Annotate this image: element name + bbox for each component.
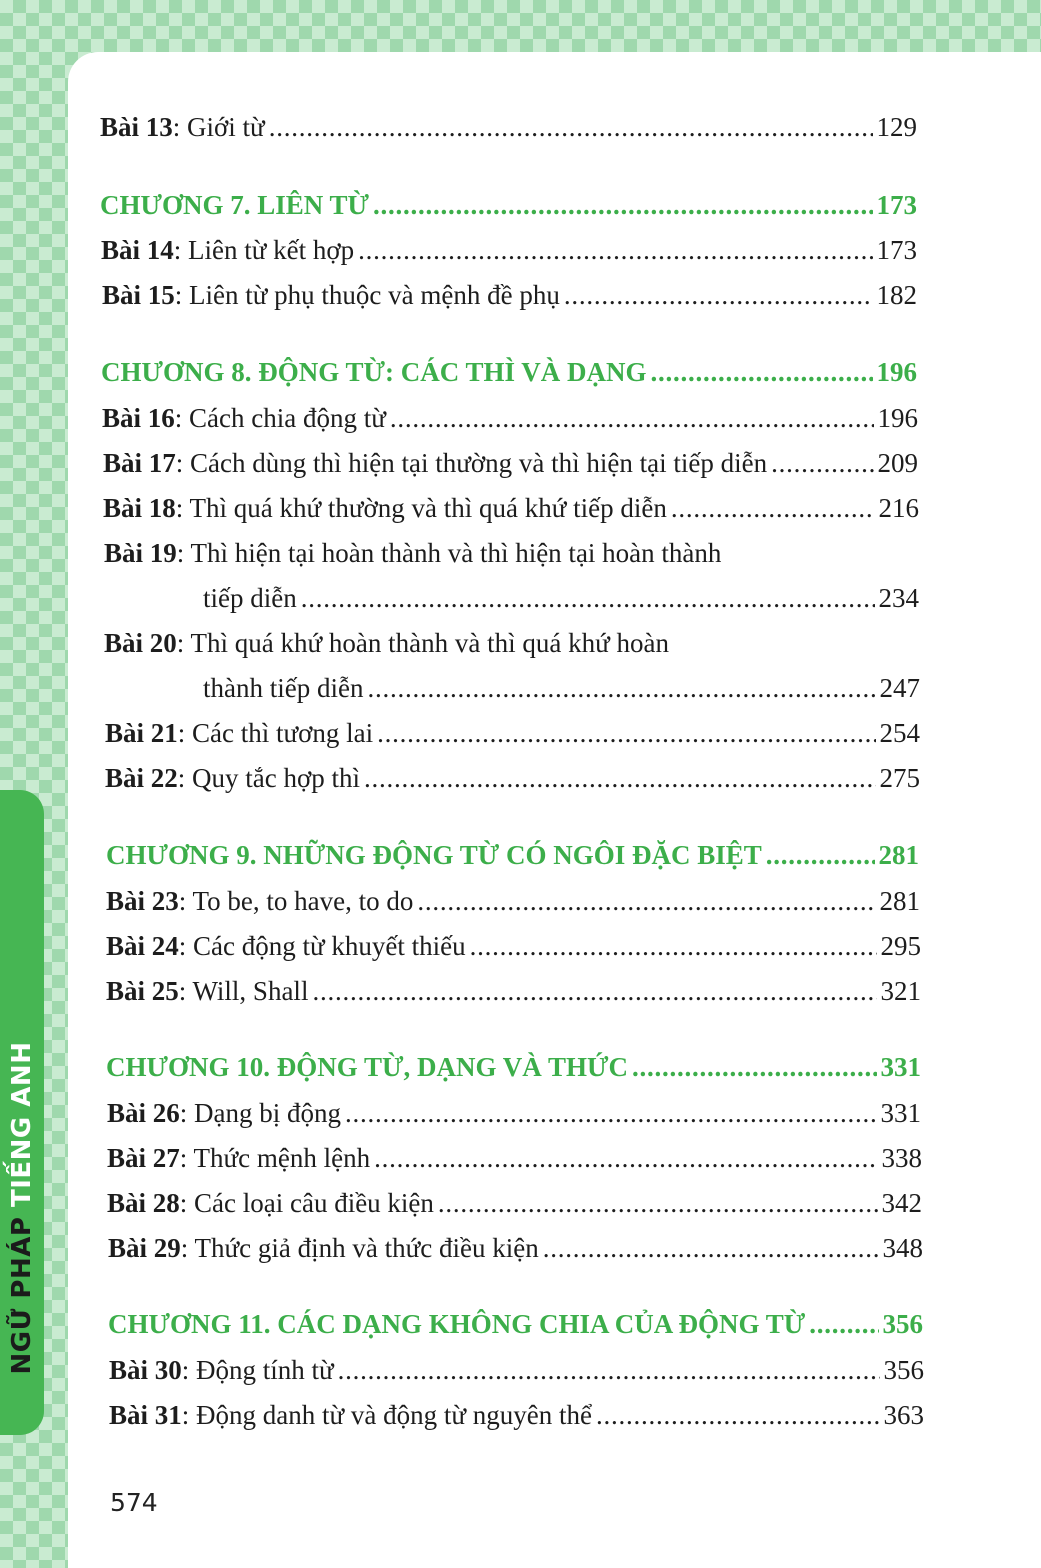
lesson-title-text: : Động tính từ	[181, 1355, 334, 1385]
lesson-title	[103, 446, 767, 480]
lesson-title-text: : Các loại câu điều kiện	[179, 1188, 434, 1218]
lesson-label: Bài 13	[100, 112, 173, 142]
toc-lesson	[104, 626, 920, 660]
lesson-title-text: : Các thì tương lai	[177, 718, 374, 748]
chapter-title: CHƯƠNG 9. NHỮNG ĐỘNG TỪ CÓ NGÔI ĐẶC BIỆT	[106, 840, 762, 870]
toc-page-number: 331	[880, 1098, 921, 1128]
lesson-label: Bài 30	[109, 1355, 182, 1385]
chapter-title: CHƯƠNG 10. ĐỘNG TỪ, DẠNG VÀ THỨC	[106, 1052, 629, 1082]
lesson-title-text: : Dạng bị động	[179, 1098, 342, 1128]
lesson-title-text: : To be, to have, to do	[178, 886, 414, 916]
lesson-title-text: : Các động từ khuyết thiếu	[178, 931, 466, 961]
lesson-label: Bài 16	[102, 403, 175, 433]
toc-chapter	[106, 838, 919, 872]
toc-page-number: 338	[881, 1143, 922, 1173]
dot-leader	[632, 1050, 876, 1084]
lesson-title-text: : Thì hiện tại hoàn thành và thì hiện tại hoàn thành	[176, 538, 722, 568]
lesson-title	[102, 401, 386, 435]
toc-page-number: 331	[880, 1052, 921, 1082]
lesson-label: Bài 22	[105, 763, 178, 793]
dot-leader	[301, 581, 875, 615]
toc-lesson	[105, 761, 920, 795]
toc-lesson-continuation	[203, 581, 919, 615]
lesson-title-text: : Thức giả định và thức điều kiện	[180, 1233, 539, 1263]
lesson-title	[102, 278, 560, 312]
toc-lesson	[101, 233, 917, 267]
toc-page-number: 321	[880, 976, 921, 1006]
toc-page-number: 182	[876, 280, 917, 310]
lesson-title-text: : Thức mệnh lệnh	[179, 1143, 371, 1173]
lesson-label: Bài 29	[108, 1233, 181, 1263]
dot-leader	[771, 446, 873, 480]
lesson-title	[106, 929, 466, 963]
lesson-title-text: : Giới từ	[172, 112, 265, 142]
lesson-label: Bài 19	[104, 538, 177, 568]
dot-leader	[374, 1141, 877, 1175]
dot-leader	[470, 929, 877, 963]
lesson-title	[105, 716, 373, 750]
dot-leader	[671, 491, 875, 525]
lesson-title-text: : Thì quá khứ hoàn thành và thì quá khứ hoàn	[176, 628, 669, 658]
toc-page-number: 275	[879, 763, 920, 793]
lesson-label: Bài 23	[106, 886, 179, 916]
lesson-title	[109, 1353, 334, 1387]
lesson-title-text: : Thì quá khứ thường và thì quá khứ tiếp diễn	[175, 493, 667, 523]
toc-lesson	[104, 536, 919, 570]
lesson-label: Bài 15	[102, 280, 175, 310]
lesson-label: Bài 20	[104, 628, 177, 658]
toc-page-number: 196	[876, 357, 917, 387]
page-number: 574	[110, 1488, 158, 1517]
dot-leader	[809, 1307, 878, 1341]
toc-lesson	[102, 278, 917, 312]
dot-leader	[312, 974, 876, 1008]
lesson-label: Bài 28	[107, 1188, 180, 1218]
lesson-title	[107, 1141, 370, 1175]
lesson-title	[103, 491, 667, 525]
chapter-title: CHƯƠNG 11. CÁC DẠNG KHÔNG CHIA CỦA ĐỘNG TỪ	[108, 1309, 806, 1339]
lesson-title	[104, 626, 669, 660]
toc-page-number: 356	[883, 1355, 924, 1385]
dot-leader	[373, 188, 872, 222]
toc-lesson	[109, 1398, 924, 1432]
dot-leader	[345, 1096, 876, 1130]
toc-chapter	[100, 188, 917, 222]
toc-lesson	[107, 1096, 921, 1130]
toc-page-number: 295	[880, 931, 921, 961]
dot-leader	[367, 671, 875, 705]
lesson-title-text: : Will, Shall	[178, 976, 309, 1006]
lesson-title-continuation: thành tiếp diễn	[203, 673, 364, 703]
lesson-title	[105, 761, 360, 795]
dot-leader	[766, 838, 875, 872]
toc-page-number: 281	[878, 840, 919, 870]
lesson-title-text: : Liên từ kết hợp	[173, 235, 355, 265]
toc-lesson	[102, 401, 918, 435]
toc-page-number: 247	[879, 673, 920, 703]
dot-leader	[651, 355, 873, 389]
toc-lesson	[105, 716, 920, 750]
toc-page-number: 254	[879, 718, 920, 748]
lesson-title	[108, 1231, 539, 1265]
toc-page-number: 348	[882, 1233, 923, 1263]
dot-leader	[269, 110, 873, 144]
lesson-title	[107, 1096, 341, 1130]
side-tab-word-2: TIẾNG ANH	[7, 1041, 37, 1208]
lesson-title	[104, 536, 721, 570]
toc-chapter	[101, 355, 917, 389]
toc-page-number: 234	[878, 583, 919, 613]
dot-leader	[564, 278, 873, 312]
dot-leader	[417, 884, 875, 918]
toc-lesson-continuation	[203, 671, 920, 705]
lesson-label: Bài 24	[106, 931, 179, 961]
toc-lesson	[100, 110, 917, 144]
dot-leader	[338, 1353, 880, 1387]
dot-leader	[596, 1398, 880, 1432]
dot-leader	[364, 761, 875, 795]
toc-lesson	[106, 884, 920, 918]
lesson-label: Bài 27	[107, 1143, 180, 1173]
lesson-label: Bài 18	[103, 493, 176, 523]
toc-lesson	[106, 929, 921, 963]
lesson-label: Bài 26	[107, 1098, 180, 1128]
toc-lesson	[103, 491, 919, 525]
dot-leader	[358, 233, 872, 267]
toc-page-number: 363	[883, 1400, 924, 1430]
dot-leader	[390, 401, 874, 435]
lesson-title-text: : Liên từ phụ thuộc và mệnh đề phụ	[174, 280, 560, 310]
toc-lesson	[108, 1231, 923, 1265]
side-tab-word-1: NGỮ PHÁP	[7, 1216, 37, 1375]
lesson-label: Bài 31	[109, 1400, 182, 1430]
toc-page-number: 173	[876, 235, 917, 265]
lesson-title	[109, 1398, 592, 1432]
lesson-title-text: : Quy tắc hợp thì	[177, 763, 361, 793]
toc-page-number: 129	[876, 112, 917, 142]
toc-page-number: 356	[882, 1309, 923, 1339]
lesson-title	[101, 233, 354, 267]
chapter-title: CHƯƠNG 7. LIÊN TỪ	[100, 190, 370, 220]
lesson-label: Bài 21	[105, 718, 178, 748]
toc-page-number: 342	[881, 1188, 922, 1218]
toc-lesson	[106, 974, 921, 1008]
lesson-title-text: : Cách dùng thì hiện tại thường và thì hiện tại tiếp diễn	[175, 448, 768, 478]
lesson-label: Bài 25	[106, 976, 179, 1006]
toc-page-number: 196	[877, 403, 918, 433]
toc-page-number: 216	[878, 493, 919, 523]
toc-lesson	[103, 446, 918, 480]
lesson-title-continuation: tiếp diễn	[203, 583, 297, 613]
lesson-title-text: : Động danh từ và động từ nguyên thể	[181, 1400, 592, 1430]
lesson-title	[106, 974, 308, 1008]
toc-page-number: 209	[877, 448, 918, 478]
lesson-title-text: : Cách chia động từ	[174, 403, 386, 433]
toc-page-number: 173	[876, 190, 917, 220]
chapter-title: CHƯƠNG 8. ĐỘNG TỪ: CÁC THÌ VÀ DẠNG	[101, 357, 647, 387]
lesson-title	[100, 110, 265, 144]
toc-chapter	[108, 1307, 923, 1341]
dot-leader	[438, 1186, 878, 1220]
toc-lesson	[107, 1141, 922, 1175]
dot-leader	[377, 716, 875, 750]
lesson-title	[106, 884, 413, 918]
toc-chapter	[106, 1050, 921, 1084]
lesson-title	[107, 1186, 434, 1220]
toc-page-number: 281	[879, 886, 920, 916]
lesson-label: Bài 14	[101, 235, 174, 265]
toc-lesson	[107, 1186, 922, 1220]
toc-lesson	[109, 1353, 924, 1387]
dot-leader	[543, 1231, 879, 1265]
lesson-label: Bài 17	[103, 448, 176, 478]
